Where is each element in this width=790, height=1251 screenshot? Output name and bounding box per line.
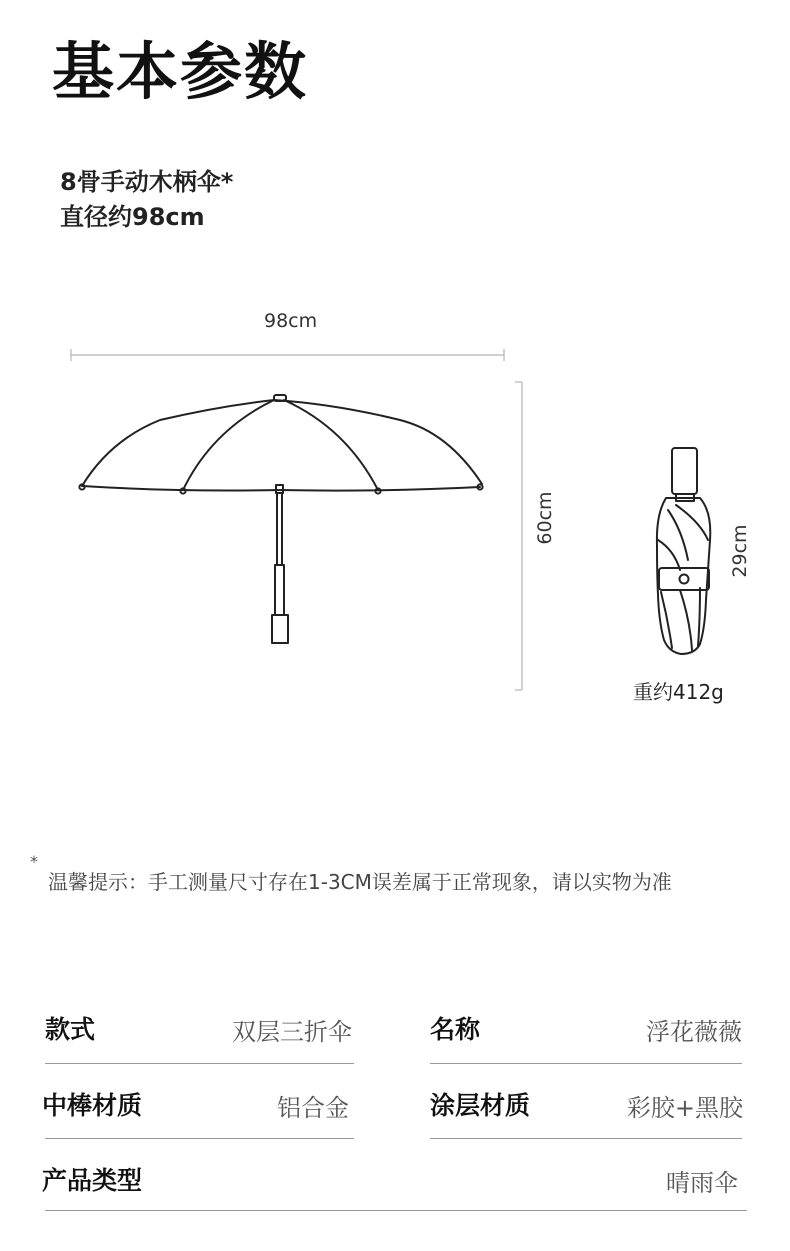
spec-name-label: 名称: [430, 1015, 481, 1044]
open-umbrella-icon: [79, 395, 482, 643]
spec-name-value: 浮花薇薇: [646, 1018, 742, 1046]
spec-divider: [430, 1138, 742, 1139]
width-dimension-line: [71, 349, 504, 361]
closed-umbrella-icon: [657, 448, 710, 654]
weight-label: 重约412g: [633, 680, 724, 704]
spec-divider: [45, 1210, 747, 1211]
spec-style-label: 款式: [45, 1015, 96, 1044]
spec-shaft-material-value: 铝合金: [277, 1094, 349, 1122]
page-title: 基本参数: [52, 35, 309, 108]
product-diameter-text: 直径约98cm: [60, 203, 205, 231]
spec-shaft-material-label: 中棒材质: [42, 1091, 143, 1120]
spec-divider: [430, 1063, 742, 1064]
spec-divider: [45, 1138, 354, 1139]
measurement-note: 温馨提示：手工测量尺寸存在1-3CM误差属于正常现象，请以实物为准: [48, 870, 672, 894]
open-width-label: 98cm: [264, 310, 318, 332]
open-height-label: 60cm: [534, 491, 556, 545]
closed-height-label: 29cm: [729, 524, 751, 578]
spec-coating-material-label: 涂层材质: [430, 1091, 531, 1120]
spec-product-type-value: 晴雨伞: [666, 1169, 738, 1197]
spec-divider: [45, 1063, 354, 1064]
spec-product-type-label: 产品类型: [42, 1166, 143, 1195]
spec-style-value: 双层三折伞: [232, 1018, 352, 1046]
product-model-text: 8骨手动木柄伞*: [60, 168, 234, 196]
height-dimension-line: [515, 382, 522, 690]
note-asterisk: *: [30, 852, 38, 871]
spec-coating-material-value: 彩胶+黑胶: [626, 1094, 743, 1122]
